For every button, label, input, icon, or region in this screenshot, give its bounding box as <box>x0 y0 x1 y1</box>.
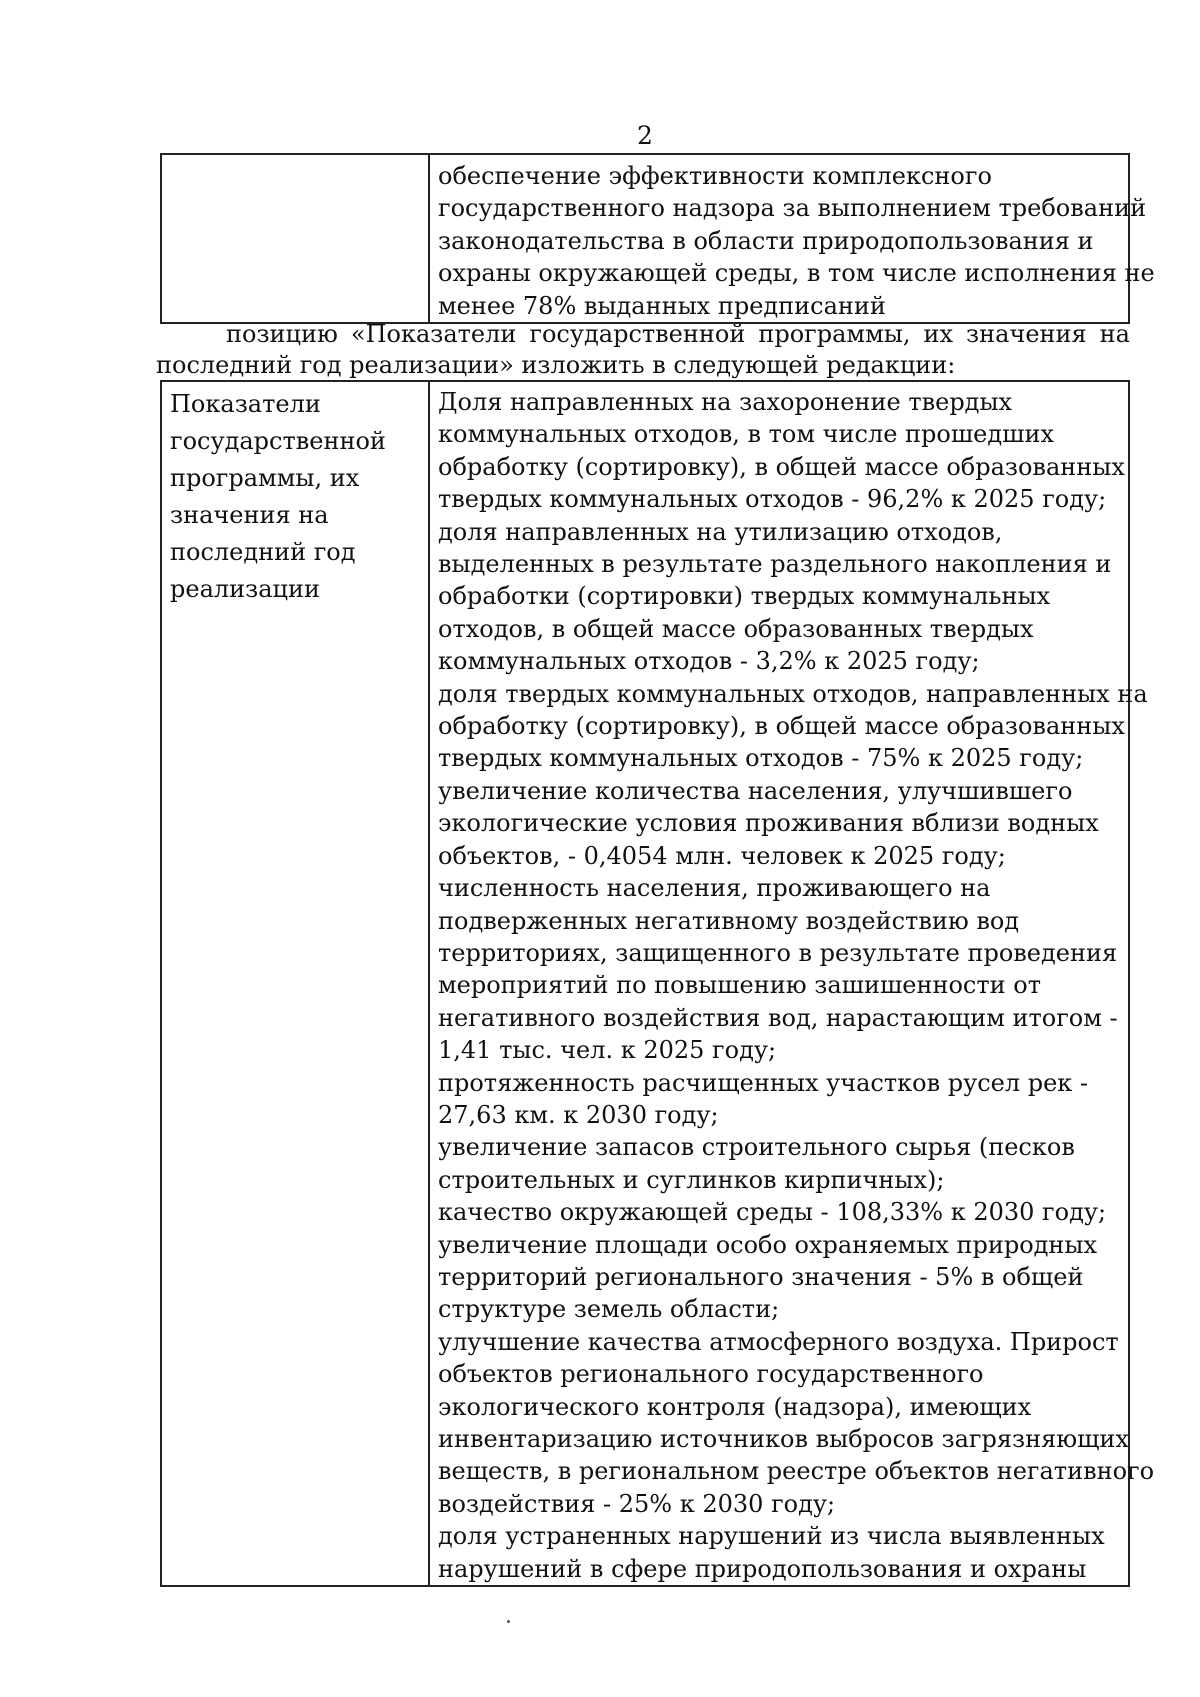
text-line: экологические условия проживания вблизи водных <box>438 809 1099 838</box>
text-line: объектов, - 0,4054 млн. человек к 2025 году; <box>438 841 1006 870</box>
text-line: увеличение количества населения, улучшившего <box>438 776 1073 805</box>
text-line: коммунальных отходов - 3,2% к 2025 году; <box>438 647 980 676</box>
text-line: государственной <box>170 427 386 455</box>
text-line: веществ, в региональном реестре объектов негативного <box>438 1457 1155 1486</box>
text-line: качество окружающей среды - 108,33% к 2030 году; <box>438 1198 1107 1227</box>
page-number: 2 <box>637 121 653 150</box>
text-line: 1,41 тыс. чел. к 2025 году; <box>438 1036 777 1065</box>
text-line: Показатели <box>170 390 321 418</box>
text-line: объектов регионального государственного <box>438 1360 984 1389</box>
text-line: увеличение площади особо охраняемых природных <box>438 1230 1098 1259</box>
text-line: государственного надзора за выполнением требований <box>438 194 1147 223</box>
text-line: улучшение качества атмосферного воздуха. Прирост <box>438 1327 1119 1356</box>
text-line: твердых коммунальных отходов - 75% к 2025 году; <box>438 744 1084 773</box>
text-line: отходов, в общей массе образованных твердых <box>438 614 1034 643</box>
text-line: мероприятий по повышению зашишенности от <box>438 971 1041 1000</box>
text-line: строительных и суглинков кирпичных); <box>438 1165 945 1194</box>
text-line: программы, их <box>170 464 360 492</box>
text-line: доля устраненных нарушений из числа выявленных <box>438 1522 1105 1551</box>
text-line: доля твердых коммунальных отходов, направленных на <box>438 679 1148 708</box>
text-line: обработку (сортировку), в общей массе образованных <box>438 712 1125 741</box>
top-table-left-cell <box>161 154 429 323</box>
paragraph-line-2: последний год реализации» изложить в следующей редакции: <box>156 351 956 379</box>
text-line: обработку (сортировку), в общей массе образованных <box>438 452 1125 481</box>
text-line: доля направленных на утилизацию отходов, <box>438 517 1003 546</box>
text-line: обработки (сортировки) твердых коммунальных <box>438 582 1051 611</box>
text-line: менее 78% выданных предписаний <box>438 291 886 320</box>
text-line: увеличение запасов строительного сырья (песков <box>438 1133 1075 1162</box>
text-line: законодательства в области природопользования и <box>438 226 1094 255</box>
text-line: инвентаризацию источников выбросов загрязняющих <box>438 1425 1129 1453</box>
text-line: выделенных в результате раздельного накопления и <box>438 550 1112 579</box>
text-line: коммунальных отходов, в том числе прошедших <box>438 420 1054 449</box>
text-line: численность населения, проживающего на <box>438 874 991 903</box>
text-line: экологического контроля (надзора), имеющих <box>438 1392 1032 1421</box>
text-line: территорий регионального значения - 5% в общей <box>438 1262 1084 1291</box>
text-line: негативного воздействия вод, нарастающим итогом - <box>438 1003 1118 1032</box>
text-line: воздействия - 25% к 2030 году; <box>438 1489 836 1518</box>
indicators-table-header-cell <box>161 381 429 1586</box>
text-line: 27,63 км. к 2030 году; <box>438 1100 719 1129</box>
text-line: твердых коммунальных отходов - 96,2% к 2025 году; <box>438 485 1107 514</box>
indicators-table-content-cell <box>429 381 1155 1586</box>
text-line: реализации <box>170 575 320 603</box>
text-line: обеспечение эффективности комплексного <box>438 162 992 190</box>
scan-speck <box>507 1620 510 1623</box>
text-line: Доля направленных на захоронение твердых <box>438 388 1013 416</box>
text-line: протяженность расчищенных участков русел рек - <box>438 1068 1089 1097</box>
paragraph-line-1: позицию «Показатели государственной программы, их значения на <box>226 320 1130 348</box>
text-line: структуре земель области; <box>438 1295 780 1324</box>
text-line: значения на <box>170 501 329 529</box>
text-line: нарушений в сфере природопользования и охраны <box>438 1554 1087 1583</box>
text-line: территориях, защищенного в результате проведения <box>438 938 1118 967</box>
text-line: охраны окружающей среды, в том числе исполнения не <box>438 259 1155 288</box>
top-table-right-cell <box>429 154 1155 323</box>
text-line: подверженных негативному воздействию вод <box>438 906 1020 935</box>
indicators-table <box>160 380 1155 1587</box>
text-line: последний год <box>170 538 356 566</box>
top-table <box>160 153 1155 324</box>
